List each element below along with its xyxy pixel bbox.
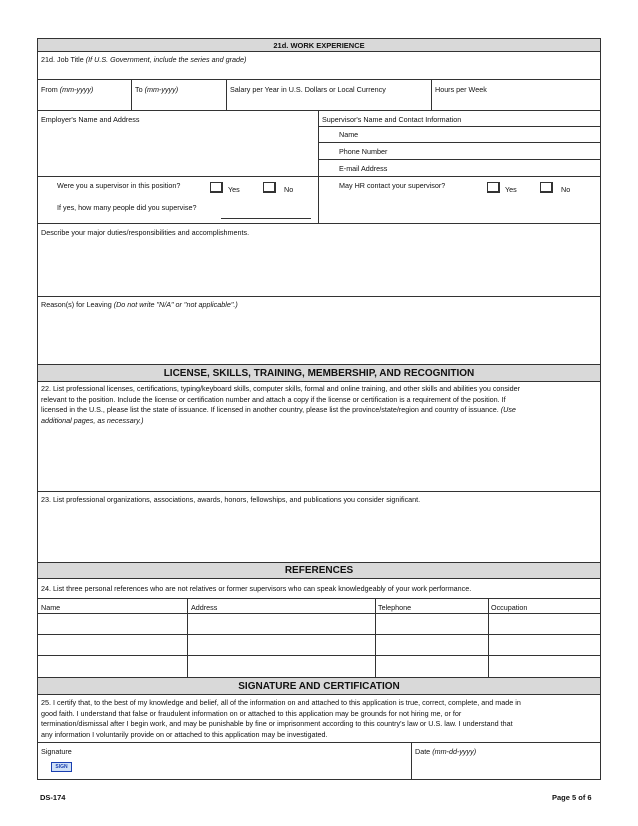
signature-section-header: SIGNATURE AND CERTIFICATION	[38, 677, 600, 695]
ref3-address-field[interactable]	[188, 656, 374, 676]
duties-label: Describe your major duties/responsibilities and accomplishments.	[41, 228, 250, 237]
was-supervisor-question: Were you a supervisor in this position?	[57, 181, 181, 190]
ref3-name-field[interactable]	[38, 656, 186, 676]
leaving-label: Reason(s) for Leaving (Do not write "N/A" or "not applicable".)	[41, 300, 238, 309]
supervisor-email-field[interactable]	[395, 160, 599, 175]
references-section-header: REFERENCES	[38, 562, 600, 579]
ref-col-name: Name	[41, 603, 61, 612]
leaving-field[interactable]	[38, 311, 600, 363]
employer-label: Employer's Name and Address	[41, 115, 140, 124]
signature-label: Signature	[41, 747, 72, 756]
question-23-field[interactable]	[38, 506, 600, 561]
question-23: 23. List professional organizations, associations, awards, honors, fellowships, and publications you consider significant.	[41, 495, 421, 504]
supervisor-name-label: Name	[339, 130, 359, 139]
ref3-telephone-field[interactable]	[376, 656, 487, 676]
no-label: No	[561, 185, 571, 194]
to-label: To (mm-yyyy)	[135, 85, 179, 94]
ref2-occupation-field[interactable]	[489, 635, 599, 654]
divider	[38, 296, 600, 297]
divider	[318, 110, 319, 176]
date-field[interactable]	[412, 757, 599, 779]
divider	[38, 742, 600, 743]
hours-label: Hours per Week	[435, 85, 487, 94]
date-label: Date (mm-dd-yyyy)	[415, 747, 477, 756]
question-25: 25. I certify that, to the best of my knowledge and belief, all of the information on and attached to this application is true, correct, complete, and made in good faith. I understand that false or fraudulent information on or attached to this application may be grounds for not hiring me, or for termination/dismissal after I begin work, and may be punishable by fine or imprisonment according to this country's law or U.S. law. I understand that any information I voluntarily provide on or attached to this application may be investigated.	[41, 698, 521, 739]
ref2-address-field[interactable]	[188, 635, 374, 654]
contact-supervisor-yes-checkbox[interactable]	[487, 182, 500, 193]
yes-label: Yes	[505, 185, 517, 194]
hours-field[interactable]	[432, 94, 599, 109]
question-22-field[interactable]	[38, 430, 600, 490]
divider	[318, 176, 319, 223]
was-supervisor-yes-checkbox[interactable]	[210, 182, 223, 193]
ref1-occupation-field[interactable]	[489, 614, 599, 633]
job-title-field[interactable]	[38, 53, 600, 79]
sign-button[interactable]: SIGN	[51, 762, 72, 772]
question-22: 22. List professional licenses, certifications, typing/keyboard skills, computer skills, formal and online training, and other skills and abilities you consider relevant to the position. Include the license or certification number and attach a copy if the license or certification is a requirement of the position. If licensed in the U.S., please list the state of issuance. If licensed in another country, please list the province/state/region and country of issuance. (Use additional pages, as necessary.)	[41, 384, 521, 425]
ref2-telephone-field[interactable]	[376, 635, 487, 654]
divider	[38, 223, 600, 224]
contact-supervisor-no-checkbox[interactable]	[540, 182, 553, 193]
ref2-name-field[interactable]	[38, 635, 186, 654]
question-24: 24. List three personal references who are not relatives or former supervisors who can speak knowledgeably of your work performance.	[41, 584, 472, 593]
duties-field[interactable]	[38, 238, 600, 295]
license-section-header: LICENSE, SKILLS, TRAINING, MEMBERSHIP, AND RECOGNITION	[38, 364, 600, 382]
ref-col-occupation: Occupation	[491, 603, 528, 612]
divider	[38, 79, 600, 80]
ref-col-address: Address	[191, 603, 218, 612]
contact-supervisor-question: May HR contact your supervisor?	[339, 181, 446, 190]
to-date-field[interactable]	[132, 94, 225, 109]
divider	[38, 491, 600, 492]
people-supervised-field[interactable]	[221, 204, 311, 219]
supervisor-email-label: E-mail Address	[339, 164, 388, 173]
salary-label: Salary per Year in U.S. Dollars or Local Currency	[230, 85, 386, 94]
salary-field[interactable]	[227, 94, 430, 109]
ref1-telephone-field[interactable]	[376, 614, 487, 633]
no-label: No	[284, 185, 294, 194]
ref-col-telephone: Telephone	[378, 603, 412, 612]
divider	[38, 176, 600, 177]
job-title-label: 21d. Job Title (If U.S. Government, include the series and grade)	[41, 55, 247, 64]
ref1-name-field[interactable]	[38, 614, 186, 633]
supervisor-phone-field[interactable]	[395, 143, 599, 158]
supervisor-name-field[interactable]	[370, 127, 599, 141]
ref1-address-field[interactable]	[188, 614, 374, 633]
divider	[38, 110, 600, 111]
supervisor-phone-label: Phone Number	[339, 147, 388, 156]
page-number: Page 5 of 6	[552, 793, 592, 802]
how-many-supervised-question: If yes, how many people did you supervise?	[57, 203, 197, 212]
from-date-field[interactable]	[38, 94, 130, 109]
from-label: From (mm-yyyy)	[41, 85, 94, 94]
ref3-occupation-field[interactable]	[489, 656, 599, 676]
divider	[38, 598, 600, 599]
work-experience-header: 21d. WORK EXPERIENCE	[38, 38, 600, 52]
yes-label: Yes	[228, 185, 240, 194]
was-supervisor-no-checkbox[interactable]	[263, 182, 276, 193]
employer-field[interactable]	[38, 125, 317, 175]
form-id: DS-174	[40, 793, 66, 802]
supervisor-header: Supervisor's Name and Contact Information	[322, 115, 462, 124]
